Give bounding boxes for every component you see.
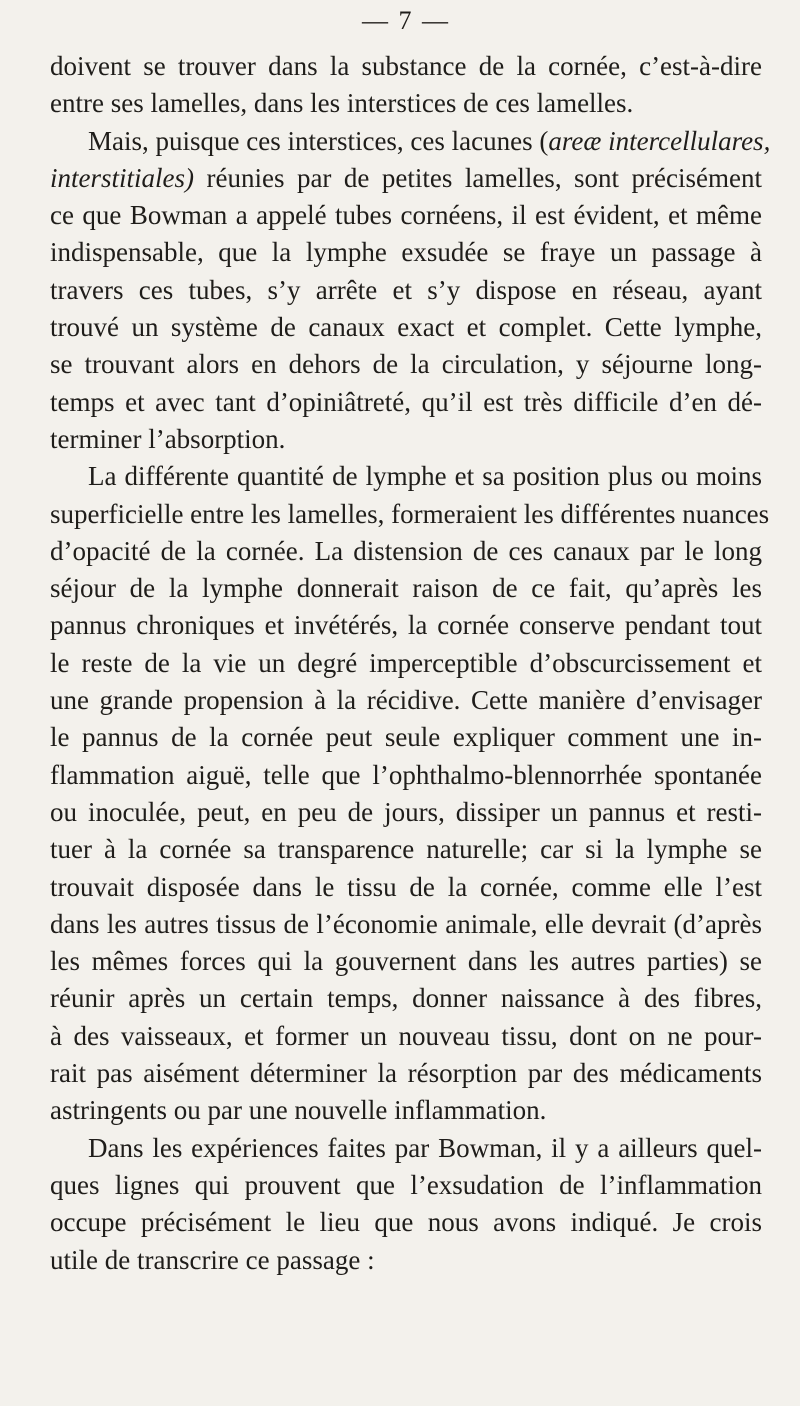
text-line xyxy=(50,384,762,421)
line-text: utile de transcrire ce passage : xyxy=(50,1244,375,1275)
line-text: rait pas aisément déterminer la résorption par des médicaments xyxy=(50,1058,762,1089)
text-line xyxy=(50,719,762,756)
line-text: Dans les expériences faites par Bowman, il y a ailleurs quel- xyxy=(88,1132,762,1163)
text-line xyxy=(50,570,762,607)
text-line xyxy=(50,1055,762,1092)
line-text: astringents ou par une nouvelle inflammation. xyxy=(50,1095,547,1126)
text-line xyxy=(50,1018,762,1055)
line-text: ques lignes qui prouvent que l’exsudation de l’inflammation xyxy=(50,1169,762,1200)
text-line xyxy=(50,1092,762,1129)
line-italic-text: interstitiales) xyxy=(50,162,194,193)
text-line xyxy=(50,1242,762,1279)
text-line xyxy=(50,197,762,234)
line-text: flammation aiguë, telle que l’ophthalmo-blennorrhée spontanée xyxy=(50,759,762,790)
line-text: Mais, puisque ces interstices, ces lacunes ( xyxy=(88,125,549,156)
line-text: dans les autres tissus de l’économie animale, elle devrait (d’après xyxy=(50,908,762,939)
line-italic-text: areæ intercellulares, xyxy=(548,125,771,156)
text-line xyxy=(50,682,762,719)
line-text: séjour de la lymphe donnerait raison de ce fait, qu’après les xyxy=(50,573,762,604)
text-line xyxy=(50,48,762,85)
text-line xyxy=(50,645,762,682)
line-text-after: réunies par de petites lamelles, sont précisément xyxy=(194,162,762,193)
line-text: doivent se trouver dans la substance de la cornée, c’est-à-dire xyxy=(50,51,762,81)
line-text: travers ces tubes, s’y arrête et s’y dispose en réseau, ayant xyxy=(50,274,762,305)
line-text: se trouvant alors en dehors de la circulation, y séjourne long- xyxy=(50,349,762,380)
line-text: tuer à la cornée sa transparence naturelle; car si la lymphe se xyxy=(50,834,762,865)
line-text: indispensable, que la lymphe exsudée se fraye un passage à xyxy=(50,237,762,268)
body-text xyxy=(50,48,771,1279)
text-line xyxy=(50,123,771,160)
text-line xyxy=(50,272,762,309)
line-text: le pannus de la cornée peut seule expliquer comment une in- xyxy=(50,722,762,753)
line-text: occupe précisément le lieu que nous avons indiqué. Je crois xyxy=(50,1207,762,1238)
line-text: temps et avec tant d’opiniâtreté, qu’il est très difficile d’en dé- xyxy=(50,386,762,417)
text-line xyxy=(50,794,762,831)
text-line xyxy=(50,346,762,383)
text-line xyxy=(50,943,762,980)
line-text: une grande propension à la récidive. Cette manière d’envisager xyxy=(50,685,762,716)
text-line xyxy=(50,757,762,794)
text-line xyxy=(50,831,762,868)
line-text: ou inoculée, peut, en peu de jours, dissiper un pannus et resti- xyxy=(50,796,762,827)
text-line xyxy=(50,906,762,943)
text-line xyxy=(50,421,762,458)
text-line xyxy=(50,1167,762,1204)
text-line xyxy=(50,85,762,122)
text-line xyxy=(50,869,762,906)
line-text: trouvait disposée dans le tissu de la cornée, comme elle l’est xyxy=(50,871,762,902)
line-text: terminer l’absorption. xyxy=(50,423,286,454)
line-text: La différente quantité de lymphe et sa position plus ou moins xyxy=(88,461,762,492)
text-line xyxy=(50,160,762,197)
line-text: entre ses lamelles, dans les interstices de ces lamelles. xyxy=(50,88,634,119)
line-text: réunir après un certain temps, donner naissance à des fibres, xyxy=(50,983,762,1014)
line-text: les mêmes forces qui la gouvernent dans les autres parties) se xyxy=(50,946,762,977)
text-line xyxy=(50,309,762,346)
line-text: ce que Bowman a appelé tubes cornéens, il est évident, et même xyxy=(50,200,762,231)
text-line xyxy=(50,458,762,495)
text-line xyxy=(50,1204,762,1241)
page-number: — 7 — xyxy=(362,6,450,35)
line-text: trouvé un système de canaux exact et complet. Cette lymphe, xyxy=(50,312,762,343)
text-line xyxy=(50,533,762,570)
text-line xyxy=(50,496,770,533)
line-text: superficielle entre les lamelles, formeraient les différentes nuances xyxy=(50,498,770,529)
text-line xyxy=(50,234,762,271)
line-text: à des vaisseaux, et former un nouveau tissu, dont on ne pour- xyxy=(50,1020,762,1051)
text-line xyxy=(50,607,762,644)
text-line xyxy=(50,1130,762,1167)
line-text: d’opacité de la cornée. La distension de ces canaux par le long xyxy=(50,535,762,566)
text-line xyxy=(50,980,762,1017)
line-text: le reste de la vie un degré imperceptible d’obscurcissement et xyxy=(50,647,762,678)
line-text: pannus chroniques et invétérés, la cornée conserve pendant tout xyxy=(50,610,762,641)
